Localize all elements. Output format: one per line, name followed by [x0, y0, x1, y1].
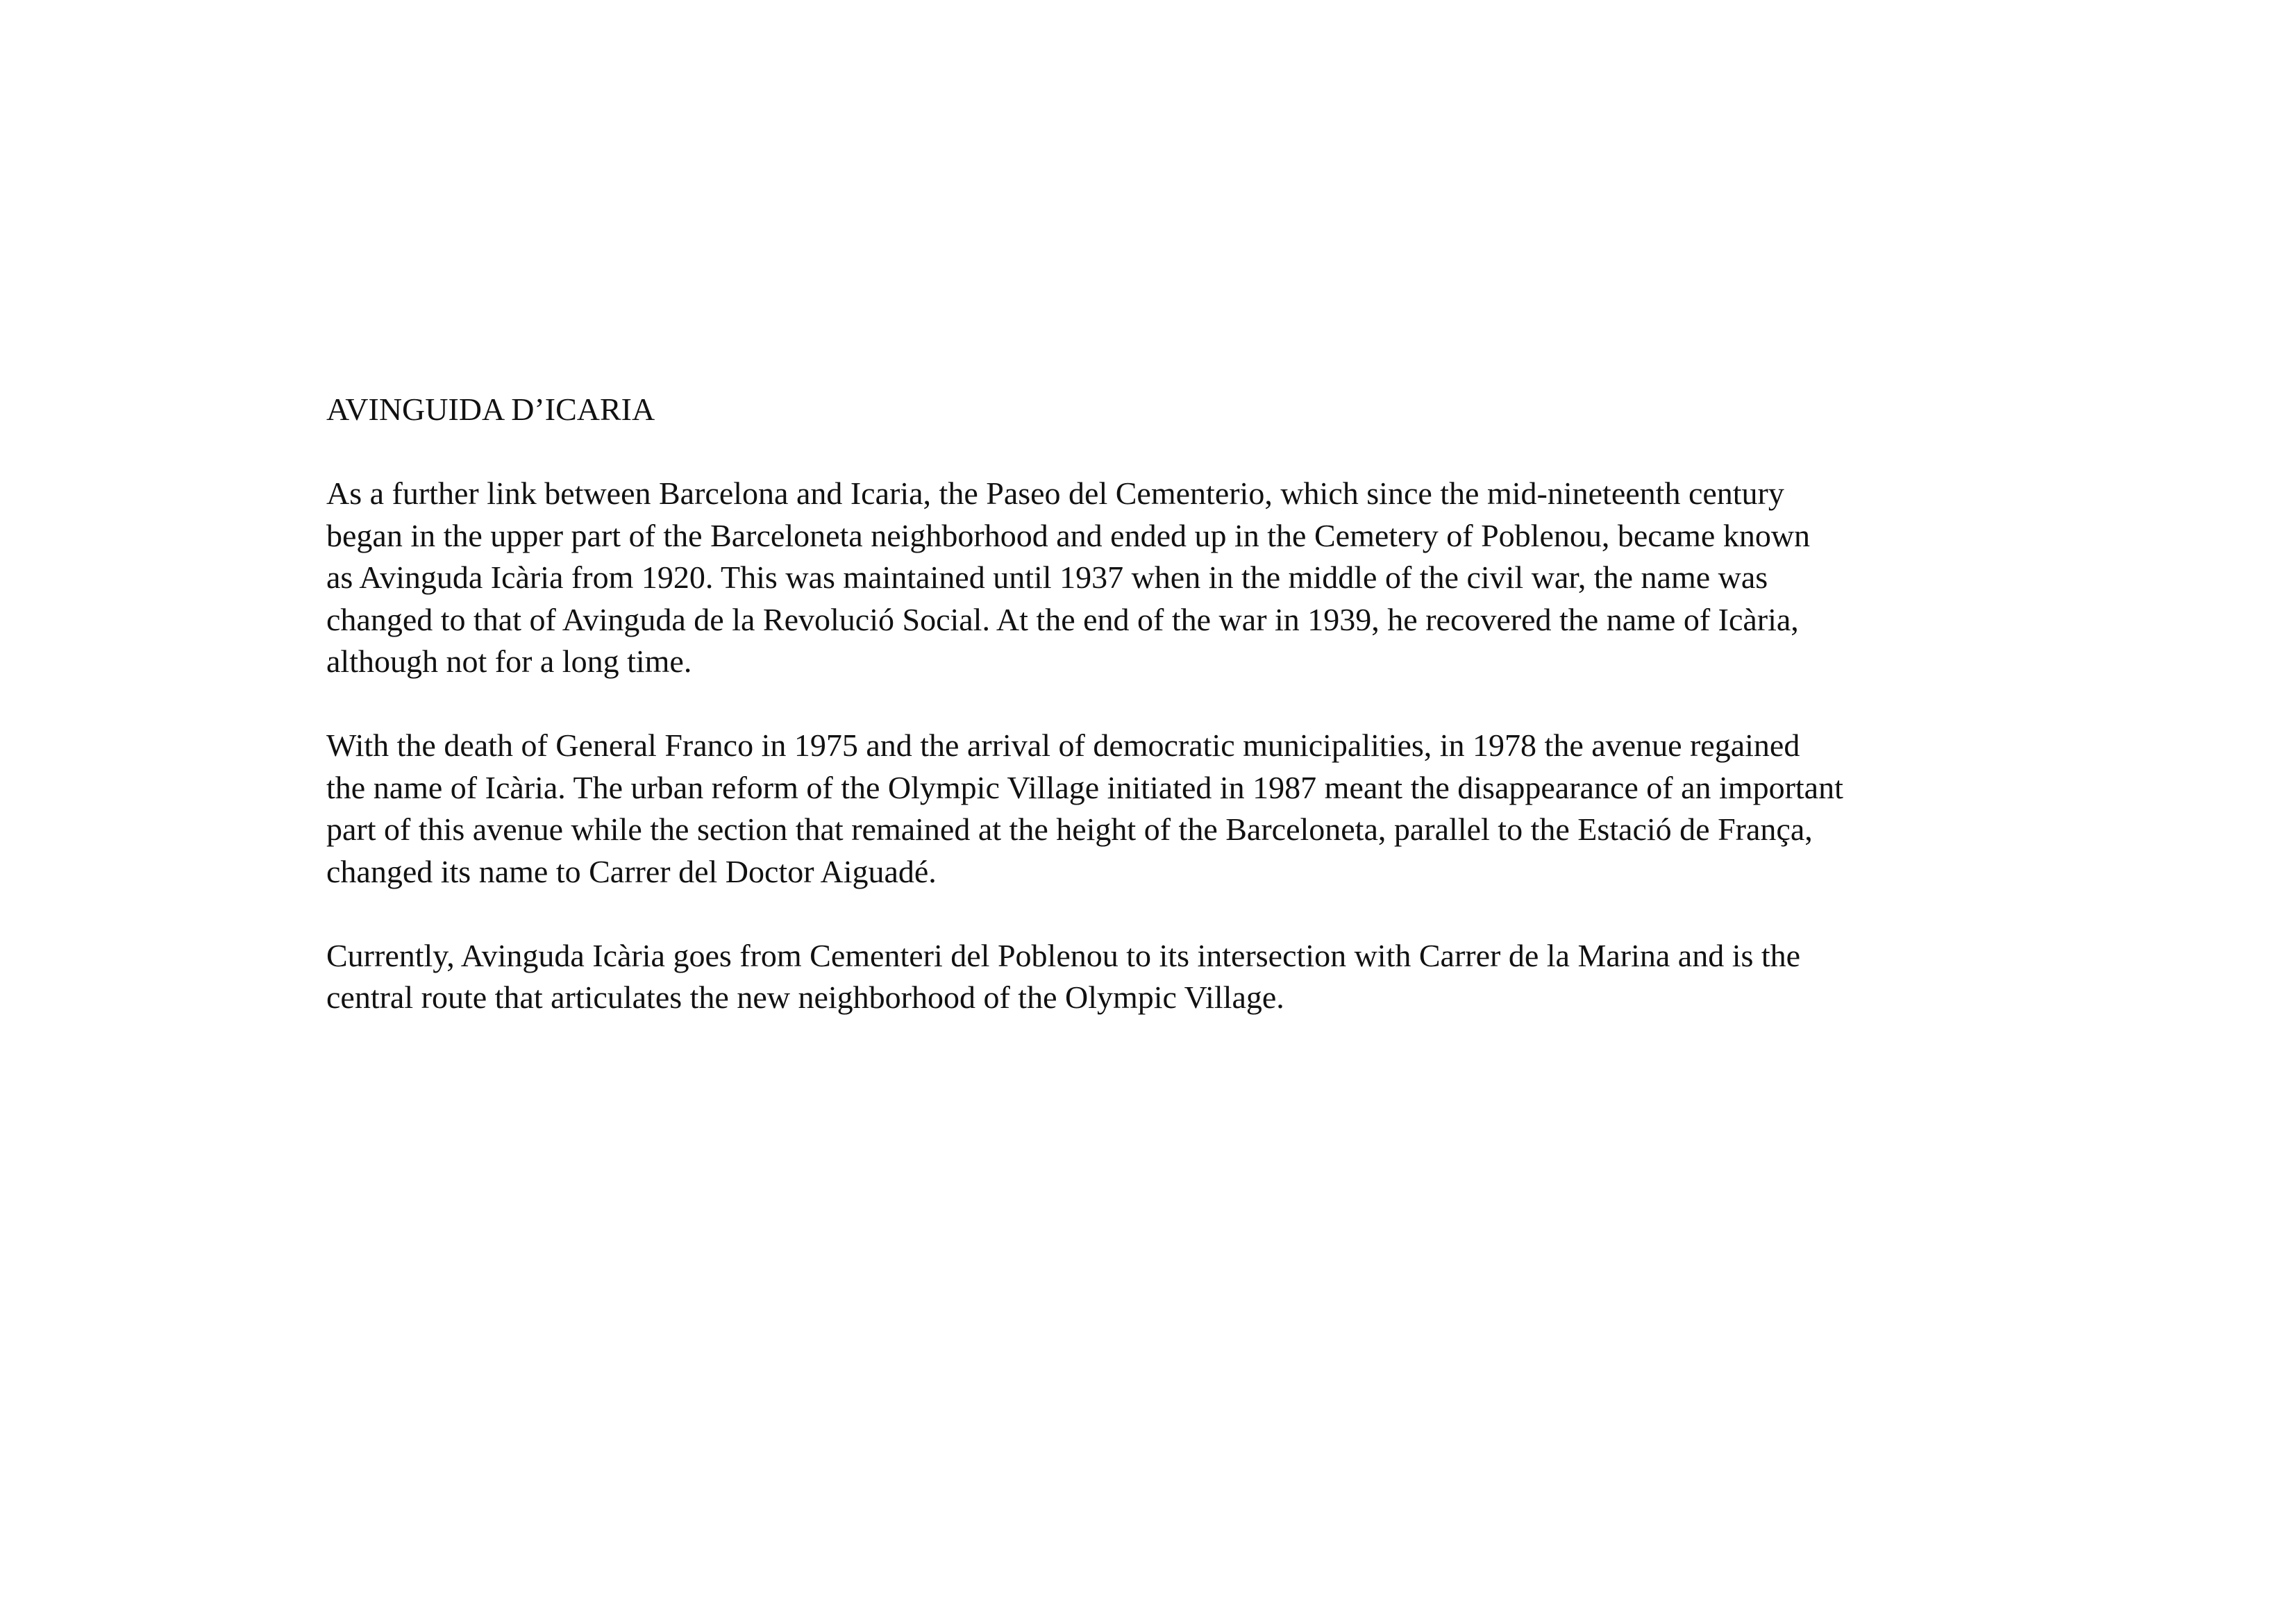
text-line: as Avinguda Icària from 1920. This was maintained until 1937 when in the middle of the civil war, the name was — [326, 560, 1768, 595]
paragraph-current — [326, 935, 1993, 1019]
text-line: central route that articulates the new neighborhood of the Olympic Village. — [326, 979, 1284, 1015]
text-line: began in the upper part of the Barceloneta neighborhood and ended up in the Cemetery of Poblenou, became known — [326, 517, 1811, 553]
text-line: part of this avenue while the section that remained at the height of the Barceloneta, parallel to the Estació de França, — [326, 812, 1813, 847]
text-line: the name of Icària. The urban reform of the Olympic Village initiated in 1987 meant the disappearance of an important — [326, 769, 1843, 805]
text-line: With the death of General Franco in 1975 and the arrival of democratic municipalities, in 1978 the avenue regained — [326, 728, 1800, 763]
paragraph-history — [326, 473, 1993, 683]
text-line: As a further link between Barcelona and Icaria, the Paseo del Cementerio, which since the mid-nineteenth century — [326, 476, 1784, 511]
paragraph-reform — [326, 725, 1993, 893]
text-line: changed to that of Avinguda de la Revolució Social. At the end of the war in 1939, he recovered the name of Icària, — [326, 601, 1799, 637]
page-title: AVINGUIDA D’ICARIA — [326, 392, 655, 427]
text-line: Currently, Avinguda Icària goes from Cementeri del Poblenou to its intersection with Carrer de la Marina and is the — [326, 937, 1801, 973]
text-line: although not for a long time. — [326, 644, 692, 679]
text-line: changed its name to Carrer del Doctor Aiguadé. — [326, 853, 937, 889]
article-body — [326, 389, 1993, 1019]
